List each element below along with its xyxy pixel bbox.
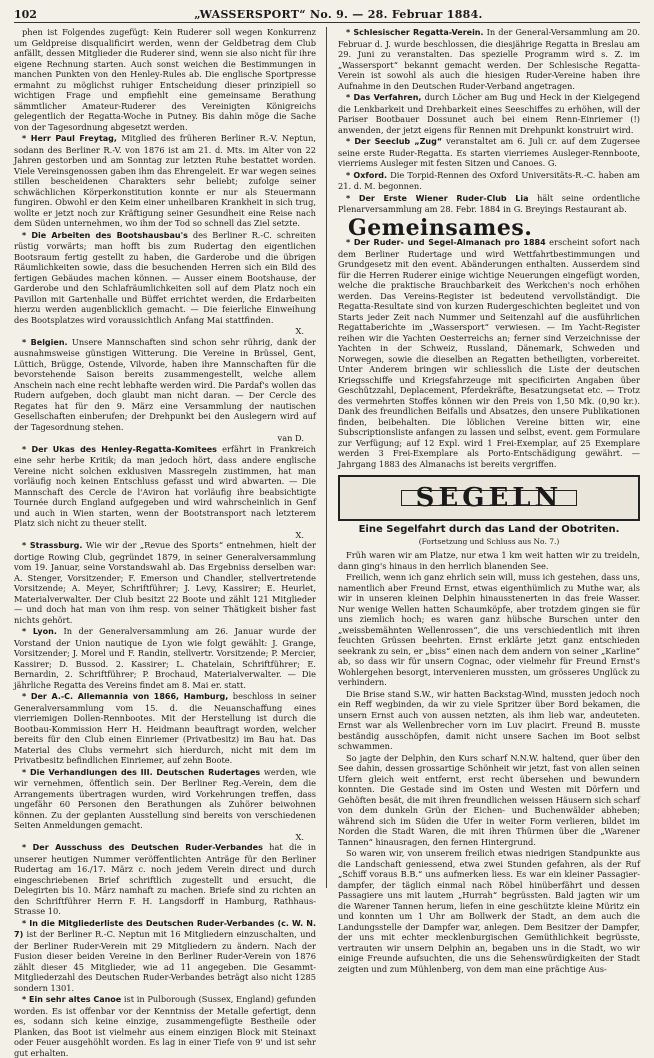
news-heading: * Ein sehr altes Canoe — [22, 995, 122, 1004]
column-divider — [326, 27, 327, 888]
news-text: veranstaltet am 6. Juli cr. auf dem Zugersee seine erste Ruder-Regatta. Es starten vierriemes Ausleger-Rennboote, vierriems Ausleger mit festen Sitzen und Canoes. G. — [338, 136, 640, 168]
news-item — [14, 444, 316, 529]
news-heading: * Strassburg. — [22, 541, 83, 550]
news-text: ist der Berliner R.-C. Neptun mit 16 Mitgliedern einzuschalten, und der Berliner Ruder-Verein mit 29 Mitgliedern zu ändern. Nach der Fusion dieser beiden Vereine in den Berliner Ruder-Verein von 1876 zählt dieser 45 Mitglieder, wie ad 11 angegeben. Die Gesammt-Mitgliederzahl des Deutschen Ruder-Verbandes beträgt also nicht 1285 sondern 1301. — [14, 929, 316, 993]
page-header — [14, 6, 640, 23]
section-banner — [338, 475, 640, 521]
news-item — [14, 337, 316, 433]
news-text: Wie wir der „Revue des Sports“ entnehmen, hielt der dortige Rowing Club, gegründet 1879, in seiner Generalversammlung vom 19. Januar, seine Vorstandswahl ab. Das Ergebniss derselben war: A. Stenger, Vorsitzender; F. Emerson und Chandler, stellvertretende Vorsitzende; A. Meyer, Schriftführer; J. Levy, Kassirer; E. Heurlet, Materialverwalter. Der Club besitzt 22 Boote und zählt 121 Mitglieder — und doch hat man von ihm resp. von seiner Thätigkeit bisher fast nichts gehört. — [14, 540, 316, 625]
news-heading: * In die Mitgliederliste des Deutschen Ruder-Verbandes (c. W. N. 7) — [14, 918, 316, 939]
news-item — [14, 767, 316, 831]
page-number: 102 — [14, 7, 37, 21]
news-text: In der General-Versammlung am 20. Februar d. J. wurde beschlossen, die diesjährige Regatta in Breslau am 29. Juni zu veranstalten. Das spezielle Programm wird s. Z. im „Wassersport“ bekannt gemacht werden. Der Schlesische Regatta-Verein ist sowohl als auch die hiesigen Ruder-Vereine haben ihre Aufnahme in den Deutschen Ruder-Verband angetragen. — [338, 27, 641, 91]
news-heading: * Belgien. — [22, 337, 68, 347]
news-heading: * Oxford. — [346, 170, 388, 180]
news-item — [338, 193, 640, 215]
section-title: Gemeinsames. — [348, 214, 533, 241]
news-text: erfährt in Frankreich eine sehr herbe Kritik; da man jedoch hört, dass andere englische Vereine nicht solchen exklusiven Massregeln zustimmen, hat man vorläufig noch keinen Entschluss gefasst und wird abwarten. — Die Mannschaft des Cercle de l'Aviron hat vorläufig ihre beabsichtigte Tournée durch England aufgegeben und wird wahrscheinlich in Genf und auch in Wien starten, wenn der Bootstransport nach letzterem Platz sich nicht zu theuer stellt. — [14, 443, 316, 528]
news-heading: * Der A.-C. Allemannia von 1866, Hamburg, — [22, 692, 229, 701]
news-item — [14, 994, 316, 1058]
news-heading: * Schlesischer Regatta-Verein. — [346, 28, 484, 37]
right-column — [338, 27, 641, 974]
news-heading: * Der Seeclub „Zug“ — [346, 137, 443, 146]
news-text: erscheint sofort nach dem Berliner Rudertage und wird Wettfahrtbestimmungen und Grundgesetz mit den event. Abänderungen enthalten. Ausserdem sind für die Herren Ruderer einige wichtige Neuerungen eingefügt worden, welche die praktische Brauchbarkeit des Werkchen's noch erhöhen werden. Das Vereins-Register ist bedeutend vervollständigt. Die Regatta-Resultate sind von kurzen Rudergeschichten begleitet und von Starts jeder Zeit nach Nummer und Seitenzahl auf die ausführlichen Regattaberichte im „Wassersport“ verwiesen. — Im Yacht-Register reihen wir die Yachten Oesterreichs an; ferner sind Verzeichnisse der Yachten in der Schweiz, Russland, Dänemark, Schweden und Norwegen, sowie die dieselben an Regatten betheiligten, vorbereitet. Unter Anderem bringen wir schliesslich die Liste der deutschen Kriegsschiffe und Kriegsfahrzeuge mit specificirten Angaben über Geschützzahl, Deplacement, Pferdekräfte, Besatzungsetat etc. — Trotz des vermehrten Stoffes können wir den Preis von 1,50 Mk. (0,90 kr.). Dank des freundlichen Beifalls und Absatzes, den unsere Publikationen finden, beibehalten. Die löblichen Vereine bitten wir, eine Subscriptionsliste anfangen zu lassen und selbst, event. gem Formulare zur Verfügung; auf 12 Expl. wird 1 Frei-Exemplar, auf 25 Exemplare werden 3 Frei-Exemplare als Porto-Entschädigung gewährt. — Jahrgang 1883 des Almanachs ist bereits vergriffen. — [338, 237, 640, 469]
news-item — [14, 842, 316, 917]
news-text: durch Löcher am Bug und Heck in der Kielgegend die Lenkbarkeit und Drehbarkeit eines Seeschiffes zu erhöhen, will der Pariser Bootbauer Dossunet auch bei einem Renn-Einriemer (!) anwenden, der jetzt eigens für Rennen mit Drehpunkt konstruirt wird. — [338, 92, 641, 135]
signature: X. — [295, 831, 304, 842]
news-heading: * Der Erste Wiener Ruder-Club Lia — [346, 193, 529, 203]
left-column — [14, 27, 317, 1058]
news-text: Die Torpid-Rennen des Oxford Universitäts-R.-C. haben am 21. d. M. begonnen. — [338, 169, 641, 191]
news-item — [14, 540, 316, 625]
news-text: hat die in unserer heutigen Nummer veröffentlichten Anträge für den Berliner Rudertag am 16./17. März c. noch jedem Verein direct und durch eingeschriebenen Brief schriftlich zugestellt und ersucht, die Delegirten bis 10. März namhaft zu machen. Briefe sind zu richten an den Schriftführer Herrn F. H. Langsdorff in Hamburg, Rathhaus-Strasse 10. — [14, 842, 317, 916]
article-paragraph: Früh waren wir am Platze, nur etwa 1 km weit hatten wir zu treideln, dann ging's hinaus in den herrlich blanenden See. — [338, 550, 640, 571]
news-heading: * Herr Paul Freytag, — [22, 134, 117, 143]
news-text: beschloss in seiner Generalversammlung vom 15. d. die Neuanschaffung eines vierriemigen Dollen-Rennbootes. Mit der Herstellung ist durch die Bootbau-Kommission Herr H. Heidmann beauftragt worden, welcher bereits für den Club einen Einriemer (Privatbesitz) im Bau hat. Das Material des Clubs vermehrt sich hierdurch, nicht mit dem im Privatbesitz befindlichen Einriemer, auf zehn Boote. — [14, 691, 317, 765]
news-item — [338, 237, 640, 469]
article-paragraph: Freilich, wenn ich ganz ehrlich sein will, muss ich gestehen, dass uns, namentlich aber Freund Ernst, etwas eigenthümlich zu Muthe war, als wir in unseren kleinen Delphin hinausstenerten in das freie Wasser. Nur wenige Wellen hatten Schaumköpfe, aber trotzdem gingen sie für uns ziemlich hoch; es waren ganz hübsche Burschen unter den „weissbemähnten Wellenrossen“, die uns verschiedentlich mit ihren feuchten Grüssen beehrten. Ernst erklärte jetzt ganz entschieden seekrank zu sein, er „biss“ einen nach dem andern von seiner „Karline“ ab, so dass wir für unsern Cognac, oder vielmehr für Freund Ernst's Wohlergehen besorgt, intervenieren mussten, um grösseres Unglück zu verhindern. — [338, 572, 640, 687]
news-text: hält seine ordentliche Plenarversammlung am 28. Febr. 1884 in G. Breyings Restaurant ab. — [338, 192, 640, 214]
news-item — [338, 136, 640, 169]
news-heading: * Der Ukas des Henley-Regatta-Komitees — [22, 444, 217, 454]
news-item — [14, 133, 316, 229]
news-text: ist in Pulborough (Sussex, England) gefunden worden. Es ist offenbar vor der Kenntniss der Metalle gefertigt, denn es, sodann sich keine einzige, zusammengefügte Bestheile oder Planken, das Boot ist vielmehr aus einem einzigen Block mit Steinaxt oder Feuer ausgehöhlt worden. Es lag in einer Tiefe von 9' und ist sehr gut erhalten. — [14, 994, 317, 1058]
news-item — [14, 626, 316, 690]
news-text: Mitglied des früheren Berliner R.-V. Neptun, sodann des Berliner R.-V. von 1876 ist am 21. d. Mts. im Alter von 22 Jahren gestorben und am Sonntag zur letzten Ruhe bestattet worden. Viele Vereinsgenossen gaben ihm das Ehrengeleit. Er war wegen seines stillen bescheidenen Charakters sehr beliebt; zufolge seiner schwächlichen Körperkonstitution konnte er nur als Steuermann fungiren. Obwohl er den Keim einer unheilbaren Krankheit in sich trug, wollte er jetzt noch zur Kräftigung seiner Gesundheit eine Reise nach dem Süden unternehmen, wo ihm der Tod so schnell das Ziel setzte. — [14, 133, 316, 228]
news-item — [14, 918, 316, 994]
news-text: In der Generalversammlung am 26. Januar wurde der Vorstand der Union nautique de Lyon wie folgt gewählt: J. Grange, Vorsitzender; J. Morel und F. Randin, stellvertr. Vorsitzende; P. Mercier, Kassirer; D. Bussod. 2. Kassirer; L. Chatelain, Schriftführer; E. Bernardin, 2. Schriftführer; P. Brochaud, Materialverwalter. — Die jährliche Regatta des Vereins findet am 8. Mai er. statt. — [14, 626, 317, 690]
article-paragraph: So jagte der Delphin, den Kurs scharf N.N.W. haltend, quer über den See dahin, dessen grossartige Schönheit wir jetzt, fast von allen seinen Ufern gleich weit entfernt, erst recht übersehen und bewundern konnten. Die Gestade sind im Osten und Westen mit Dörfern und Gehöften besät, die mit ihren freundlichen weissen Häusern sich scharf von dem dunkeln Grün der Eichen- und Buchenwälder abheben; während sich im Süden die Ufer in weiter Form verlieren, bildet im Norden die Stadt Waren, die mit ihren Thürmen über die „Warener Tannen“ hinausragen, den fernen Hintergrund. — [338, 752, 640, 847]
article-subtitle: (Fortsetzung und Schluss aus No. 7.) — [418, 536, 560, 546]
masthead: „WASSERSPORT“ No. 9. — 28. Februar 1884. — [194, 7, 483, 21]
news-heading: * Der Ausschuss des Deutschen Ruder-Verbandes — [22, 843, 263, 852]
news-text: des Berliner R.-C. schreiten rüstig vorwärts; man hofft bis zum Rudertag den eigentlichen Bootsraum fertig gestellt zu haben, die Garderobe und die übrigen Räumlichkeiten sowie, dass die besuchenden Herren sich ein Bild des fertigen Gebäudes machen können. — Ausser einem Bootshause, der Garderobe und den Schlafräumlichkeiten soll auf dem Platz noch ein Pavillon mit Gartenhalle und Büffet errichtet werden, die Erdarbeiten hierzu werden augenblicklich gemacht. — Die feierliche Einweihung des Bootsplatzes wird voraussichtlich Anfang Mai stattfinden. — [14, 229, 317, 325]
news-text: werden, wie wir vernehmen, öffentlich sein. Der Berliner Reg.-Verein, dem die Arrangements übertragen wurden, wird Vorkehrungen treffen, dass ungefähr 60 Personen den Berathungen als Zuhörer beiwohnen können. Zu der geplanten Ausstellung sind bereits von verschiedenen Seiten Anmeldungen gemacht. — [14, 766, 317, 830]
news-text: Unsere Mannschaften sind schon sehr rührig, dank der ausnahmsweise günstigen Witterung. Die Vereine in Brüssel, Gent, Lüttich, Brügge, Ostende, Vilvorde, haben ihre Mannschaften für die bevorstehende Saison bereits zusammengestellt, welche allem Anschein nach eine recht lebhafte werden wird. Die Pardaf's wollen das Rudern aufgeben, doch glaubt man nicht daran. — Der Cercle des Regates hat für den 9. März eine Versammlung der nautischen Gesellschaften einberufen; der Drehpunkt bei den Auslegern wird auf der Tagesordnung stehen. — [14, 336, 316, 432]
news-heading: * Die Verhandlungen des III. Deutschen Rudertages — [22, 767, 261, 777]
news-heading: * Lyon. — [22, 627, 57, 636]
article-title: Eine Segelfahrt durch das Land der Obotriten. — [358, 524, 620, 535]
news-heading: * Der Ruder- und Segel-Almanach pro 1884 — [346, 238, 546, 247]
news-item — [14, 691, 316, 766]
signature: van D. — [277, 433, 304, 443]
signature: X. — [295, 326, 304, 336]
banner-label: SEGELN — [401, 490, 578, 507]
news-item — [14, 230, 316, 326]
article-paragraph: Die Brise stand S.W., wir hatten Backstag-Wind, mussten jedoch noch ein Reff wegbinden, da wir zu viele Spritzer über Bord bekamen, die unsern Ernst auch von aussen netzten, als ihm lieb war, andeuteten. Ernst war als Wellenbrecher vorn im Luv placirt. Freund B. musste beständig ausschöpfen, damit nicht unsere Sachen im Boot selbst schwammen. — [338, 688, 640, 751]
news-item — [338, 27, 640, 91]
news-heading: * Das Verfahren, — [346, 93, 422, 102]
news-heading: * Die Arbeiten des Bootshausbau's — [22, 230, 188, 240]
news-text: phen ist Folgendes zugefügt: Kein Ruderer soll wegen Konkurrenz um Geldpreise disqualificirt werden, wenn der Geldbetrag dem Club anfällt, dessen Mitglieder die Ruderer sind, wenn sie also nicht für ihre eigene Rechnung starten. Auch sonst weichen die Bestimmungen in manchen Punkten von den Henley-Rules ab. Die englische Sportpresse ermahnt zu möglichst ruhiger Entscheidung dieser prinzipiell so wichtigen Frage und empfiehlt eine gemeinsame Berathung sämmtlicher Amateur-Ruderer des Vereinigten Königreichs gelegentlich der Regatta-Woche in Putney. Bis dahin möge die Sache von der Tagesordnung abgesetzt werden. — [14, 27, 316, 132]
news-item — [14, 27, 316, 132]
article-paragraph: So waren wir, von unserem freilich etwas niedrigen Standpunkte aus die Landschaft geniessend, etwa zwei Stunden gefahren, als der Ruf „Schiff voraus B.B.“ uns aufmerken liess. Es war ein kleiner Passagier-dampfer, der täglich einmal nach Röbel hinüberfährt und dessen Passagiere uns mit lautem „Hurrah“ begrüssten. Bald jagten wir um die Warener Tannen herum, liefen in eine geschützte kleine Müritz ein und konnten um 1 Uhr am Bollwerk der Stadt, an dem auch die Landungsstelle der Dampfer war, anlegen. Dem Besitzer der Dampfer, der uns mit echter mecklenburgischen Gemüthlichkeit begrüsste, vertrauten wir unsern Delphin an, begaben uns in die Stadt, wo wir einige Freunde aufsuchten, die uns die Sehenswürdigkeiten der Stadt zeigten und zum Mühlenberg, von dem man eine prächtige Aus- — [338, 848, 640, 974]
news-item — [338, 92, 640, 135]
news-item — [338, 170, 640, 192]
signature: X. — [295, 529, 304, 540]
